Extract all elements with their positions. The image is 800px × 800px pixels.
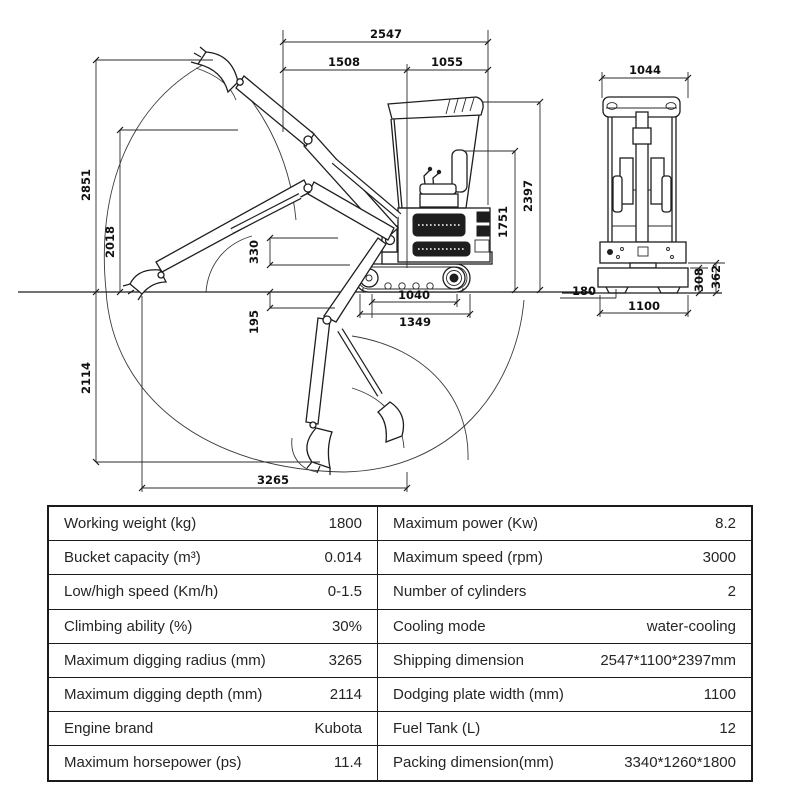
spec-value: 1100 (703, 685, 736, 703)
rear-swivel (630, 263, 656, 268)
spec-value: 12 (719, 720, 736, 738)
spec-value: 2114 (329, 685, 362, 703)
spec-label: Maximum speed (rpm) (393, 549, 544, 567)
spec-label: Maximum power (Kw) (393, 515, 539, 532)
elbow-pivot-reach (304, 184, 312, 192)
vent-panel-lower (413, 242, 470, 256)
spec-value: 8.2 (715, 515, 736, 532)
dim-length-rear: 1508 (327, 55, 361, 69)
canopy-roof (388, 97, 483, 119)
dim-overall-height: 2397 (521, 179, 535, 213)
spec-row (49, 677, 751, 711)
dim-blade-depth: 195 (247, 309, 261, 335)
rear-console-left (613, 176, 622, 212)
spec-table (47, 505, 753, 782)
joystick-knob-1 (428, 167, 432, 171)
dim-max-dumping-height: 2018 (103, 225, 117, 259)
spec-value: 3265 (328, 651, 362, 669)
spec-label: Maximum horsepower (ps) (64, 754, 242, 772)
rear-boom-block (633, 128, 651, 144)
dim-undercarriage: 1349 (398, 315, 432, 329)
spec-value: 11.4 (333, 754, 362, 772)
spec-row (49, 507, 751, 540)
rear-vent-1 (477, 212, 489, 222)
bucket-pivot-dig (310, 422, 316, 428)
spec-value: Kubota (314, 720, 362, 738)
spec-value: 2 (727, 583, 736, 601)
arm-dig (306, 318, 330, 424)
dim-track-height: 362 (709, 264, 723, 290)
spec-label: Maximum digging depth (mm) (64, 685, 263, 703)
arm-raised (236, 76, 314, 146)
dim-max-cutting-height: 2851 (79, 168, 93, 202)
spec-value: 30% (331, 617, 362, 635)
dim-swing-offset: 330 (247, 239, 261, 265)
spec-label: Cooling mode (393, 617, 486, 635)
dim-track-width: 1100 (627, 299, 661, 313)
rear-track-frame (598, 268, 688, 287)
seat-base (420, 184, 456, 194)
spec-value: 3000 (702, 549, 736, 567)
spec-label: Dodging plate width (mm) (393, 685, 564, 703)
spec-label: Working weight (kg) (64, 515, 197, 532)
rear-track-feet (606, 287, 680, 293)
spec-value: 3340*1260*1800 (624, 754, 736, 772)
spec-label: Low/high speed (Km/h) (64, 583, 219, 601)
bucket-raised (198, 52, 238, 92)
dim-length-front: 1055 (430, 55, 464, 69)
dim-track-length: 1040 (397, 288, 431, 302)
spec-row (49, 540, 751, 574)
spec-label: Shipping dimension (393, 651, 524, 669)
excavator-rear-view (598, 97, 688, 293)
spec-value: 0.014 (324, 549, 362, 567)
spec-row (49, 609, 751, 643)
spec-value: 0-1.5 (327, 583, 362, 601)
spec-label: Fuel Tank (L) (393, 720, 481, 738)
arm-reach (156, 180, 310, 272)
spec-row (49, 643, 751, 677)
spec-row (49, 574, 751, 608)
rear-console-right (662, 176, 671, 212)
joystick-knob-2 (437, 170, 441, 174)
bucket-pivot-reach (158, 272, 164, 278)
canopy-front-post (391, 119, 402, 208)
spec-label: Engine brand (64, 720, 154, 738)
envelope-under-arc-1 (352, 336, 468, 460)
spec-value: 1800 (328, 515, 362, 532)
spec-row (49, 745, 751, 779)
spec-row (49, 711, 751, 745)
spec-value: water-cooling (646, 617, 736, 635)
dim-frame-clearance: 308 (692, 267, 706, 293)
dim-overall-length: 2547 (369, 27, 403, 41)
spec-label: Climbing ability (%) (64, 617, 193, 635)
bucket-dig-curl (378, 402, 404, 442)
dim-rear-width: 1044 (628, 63, 662, 77)
dim-max-digging-depth: 2114 (79, 361, 93, 395)
dim-track-step: 180 (571, 284, 597, 298)
spec-label: Packing dimension(mm) (393, 754, 554, 772)
elbow-pivot-dig (323, 316, 331, 324)
dim-digging-radius: 3265 (256, 473, 290, 487)
canopy-rear-post (466, 115, 479, 208)
bucket-pivot-raised (237, 79, 243, 85)
spec-label: Number of cylinders (393, 583, 527, 601)
dig-cylinder-body (340, 330, 380, 395)
spec-value: 2547*1100*2397mm (600, 651, 736, 669)
elbow-pivot-raised (304, 136, 312, 144)
spec-label: Bucket capacity (m³) (64, 549, 201, 567)
spec-label: Maximum digging radius (mm) (64, 651, 266, 669)
dim-hood-height: 1751 (496, 205, 510, 239)
sprocket-hub (450, 274, 459, 283)
rear-body-plug (607, 249, 613, 255)
rear-vent-2 (477, 226, 489, 236)
